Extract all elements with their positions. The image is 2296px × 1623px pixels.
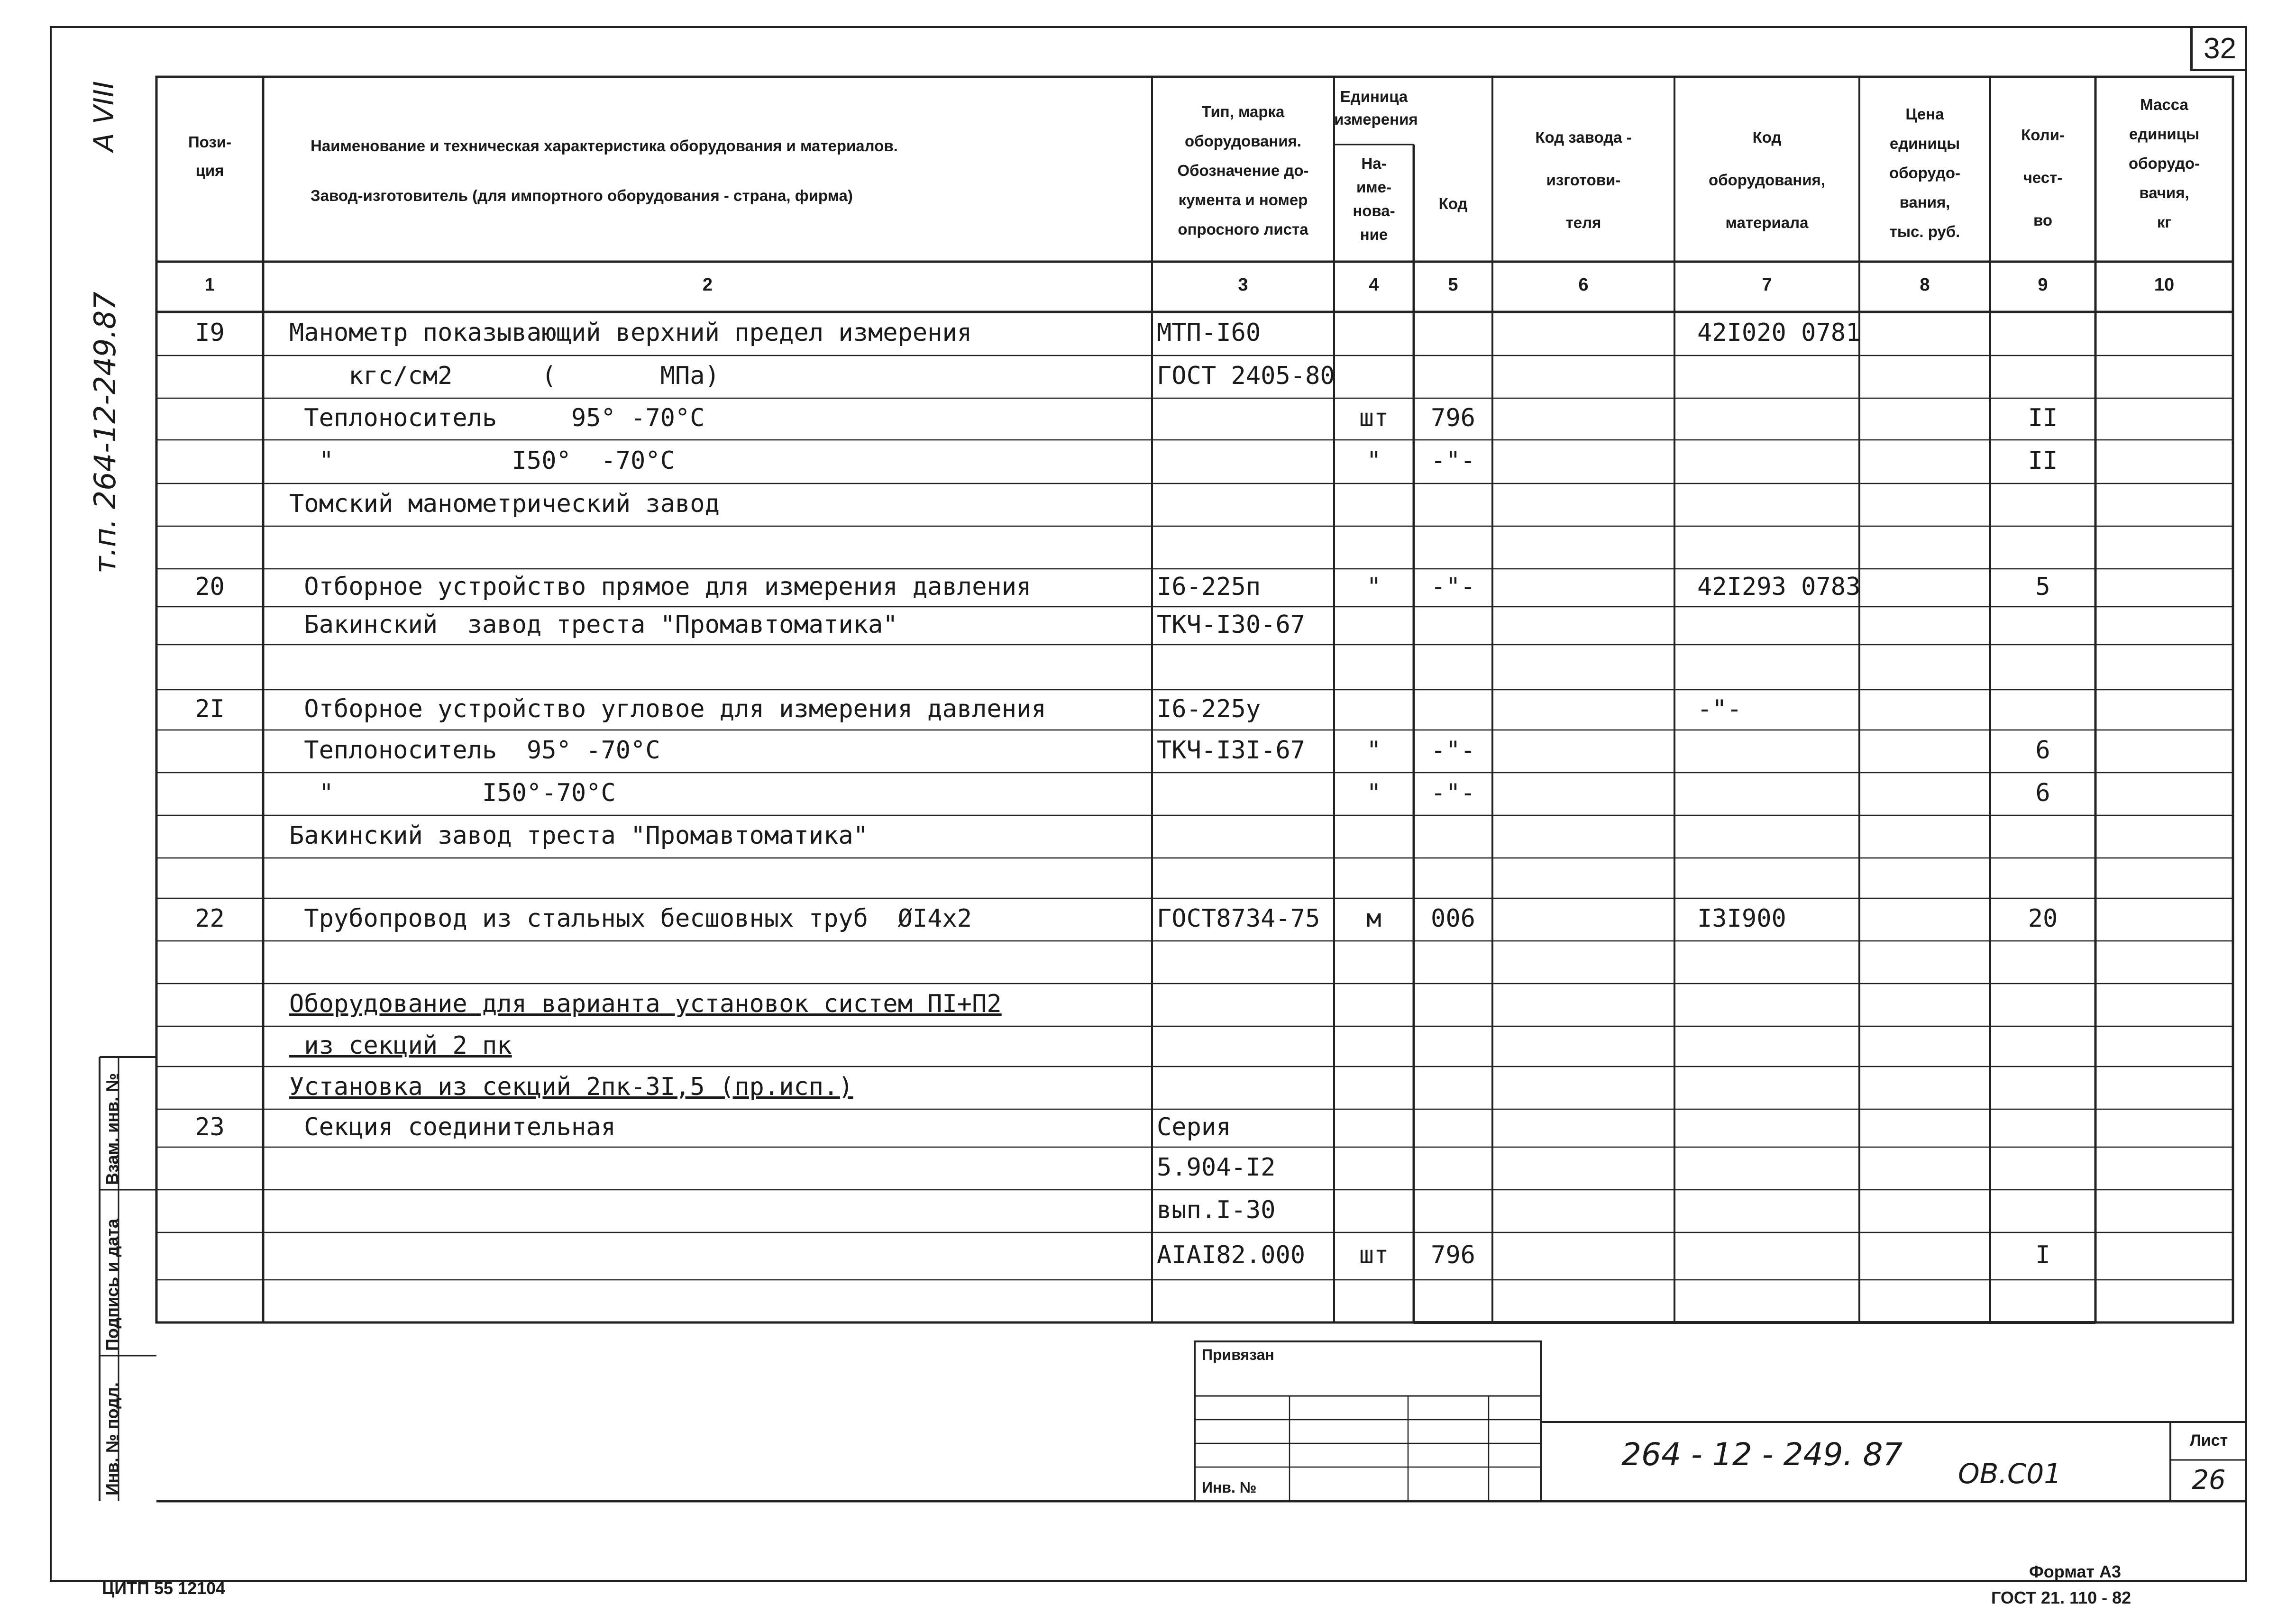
sheet-value: 26 xyxy=(2192,1465,2226,1495)
side-field-inv-podl: Инв. № подл. xyxy=(102,1382,122,1495)
row-16-name: Оборудование для варианта установок систем ПI+П2 xyxy=(289,990,1002,1018)
row-3-code: -"- xyxy=(1431,447,1475,475)
header-col4: На- име- нова- ние xyxy=(1353,155,1395,243)
row-9-pos: 2I xyxy=(195,695,225,723)
row-7-type: ТКЧ-I30-67 xyxy=(1157,611,1306,639)
sheet-label: Лист xyxy=(2189,1432,2228,1450)
header-col10: Масса единицы оборудо- вачия, кг xyxy=(2128,96,2200,231)
header-col8: Цена единицы оборудо- вания, тыс. руб. xyxy=(1889,105,1961,240)
row-22-code: 796 xyxy=(1431,1241,1475,1269)
row-2-qty: II xyxy=(2028,404,2058,432)
col-number-3: 3 xyxy=(1238,275,1248,295)
row-9-name: Отборное устройство угловое для измерения давления xyxy=(289,695,1046,723)
row-0-material: 42I020 0781 xyxy=(1697,319,1861,347)
row-22-unit: шт xyxy=(1359,1241,1389,1269)
row-10-code: -"- xyxy=(1431,736,1475,765)
row-11-unit: " xyxy=(1366,779,1381,807)
row-22-type: AIAI82.000 xyxy=(1157,1241,1306,1269)
row-4-name: Томский манометрический завод xyxy=(289,490,720,518)
col-number-5: 5 xyxy=(1448,275,1458,295)
row-14-unit: м xyxy=(1366,904,1381,933)
header-col3: Тип, марка оборудования. Обозначение до- кумента и номер опросного листа xyxy=(1177,103,1309,238)
row-2-unit: шт xyxy=(1359,404,1389,432)
row-18-name: Установка из секций 2пк-3I,5 (пр.исп.) xyxy=(289,1073,853,1101)
row-1-name: кгс/см2 ( МПа) xyxy=(289,362,720,390)
row-6-name: Отборное устройство прямое для измерения давления xyxy=(289,573,1032,601)
row-6-unit: " xyxy=(1366,573,1381,601)
header-col1: Пози- ция xyxy=(188,133,232,179)
row-19-pos: 23 xyxy=(195,1113,225,1141)
row-6-type: I6-225п xyxy=(1157,573,1261,601)
footer-standard: ГОСТ 21. 110 - 82 xyxy=(1991,1588,2131,1607)
row-10-name: Теплоноситель 95° -70°С xyxy=(289,736,660,765)
row-10-qty: 6 xyxy=(2035,736,2050,765)
header-col2: Наименование и техническая характеристика оборудования и материалов. Завод-изготовитель (для импортного оборудования - страна, фирма) xyxy=(311,137,898,204)
col-number-1: 1 xyxy=(204,275,215,295)
row-6-qty: 5 xyxy=(2035,573,2050,601)
row-3-unit: " xyxy=(1366,447,1381,475)
col-number-4: 4 xyxy=(1369,275,1379,295)
stamp-inv-label: Инв. № xyxy=(1202,1479,1257,1496)
row-3-qty: II xyxy=(2028,447,2058,475)
side-field-signature: Подпись и дата xyxy=(102,1219,122,1351)
col-number-2: 2 xyxy=(702,275,713,295)
row-22-qty: I xyxy=(2035,1241,2050,1269)
row-14-code: 006 xyxy=(1431,904,1475,933)
row-6-pos: 20 xyxy=(195,573,225,601)
row-11-qty: 6 xyxy=(2035,779,2050,807)
row-9-type: I6-225у xyxy=(1157,695,1261,723)
section-code: ОВ.С01 xyxy=(1958,1458,2062,1490)
document-code: 264 - 12 - 249. 87 xyxy=(1621,1436,1903,1473)
side-field-vzam: Взам. инв. № xyxy=(102,1073,122,1185)
col-number-6: 6 xyxy=(1578,275,1589,295)
row-10-unit: " xyxy=(1366,736,1381,765)
row-12-name: Бакинский завод треста "Промавтоматика" xyxy=(289,821,868,850)
row-17-name: из секций 2 пк xyxy=(289,1031,512,1060)
row-14-name: Трубопровод из стальных бесшовных труб ØI4х2 xyxy=(289,904,972,933)
header-col5: Код xyxy=(1438,195,1468,212)
sheet-number-corner: 32 xyxy=(2190,26,2247,71)
row-6-code: -"- xyxy=(1431,573,1475,601)
row-6-material: 42I293 0783 xyxy=(1697,573,1861,601)
footer-left-code: ЦИТП 55 12104 xyxy=(102,1578,226,1598)
row-19-name: Секция соединительная xyxy=(289,1113,616,1141)
col-number-9: 9 xyxy=(2038,275,2048,295)
col-number-10: 10 xyxy=(2154,275,2175,295)
row-9-material: -"- xyxy=(1697,695,1742,723)
side-mark: А VIII xyxy=(88,81,120,152)
row-0-type: МТП-I60 xyxy=(1157,319,1261,347)
row-0-name: Манометр показывающий верхний предел измерения xyxy=(289,319,972,347)
row-14-material: I3I900 xyxy=(1697,904,1786,933)
row-10-type: ТКЧ-I3I-67 xyxy=(1157,736,1306,765)
row-19-type: Серия xyxy=(1157,1113,1231,1141)
col-number-8: 8 xyxy=(1920,275,1930,295)
row-2-name: Теплоноситель 95° -70°С xyxy=(289,404,705,432)
header-unit-group: Единица измерения xyxy=(1334,88,1418,128)
header-col9: Коли- чест- во xyxy=(2021,126,2065,229)
row-0-pos: I9 xyxy=(195,319,225,347)
row-14-type: ГОСТ8734-75 xyxy=(1157,904,1320,933)
stamp-bound-label: Привязан xyxy=(1202,1346,1274,1363)
row-3-name: " I50° -70°С xyxy=(289,447,675,475)
row-11-code: -"- xyxy=(1431,779,1475,807)
row-21-type: вып.I-30 xyxy=(1157,1196,1276,1224)
col-number-7: 7 xyxy=(1762,275,1772,295)
row-11-name: " I50°-70°С xyxy=(289,779,616,807)
row-7-name: Бакинский завод треста "Промавтоматика" xyxy=(289,611,898,639)
side-project-number: т.п. 264-12-249.87 xyxy=(88,292,122,574)
row-14-pos: 22 xyxy=(195,904,225,933)
row-14-qty: 20 xyxy=(2028,904,2058,933)
row-2-code: 796 xyxy=(1431,404,1475,432)
header-col7: Код оборудования, материала xyxy=(1709,128,1825,231)
row-1-type: ГОСТ 2405-80 xyxy=(1157,362,1335,390)
row-20-type: 5.904-I2 xyxy=(1157,1153,1276,1182)
header-col6: Код завода - изготови- теля xyxy=(1535,128,1632,231)
footer-format: Формат А3 xyxy=(2029,1562,2122,1581)
